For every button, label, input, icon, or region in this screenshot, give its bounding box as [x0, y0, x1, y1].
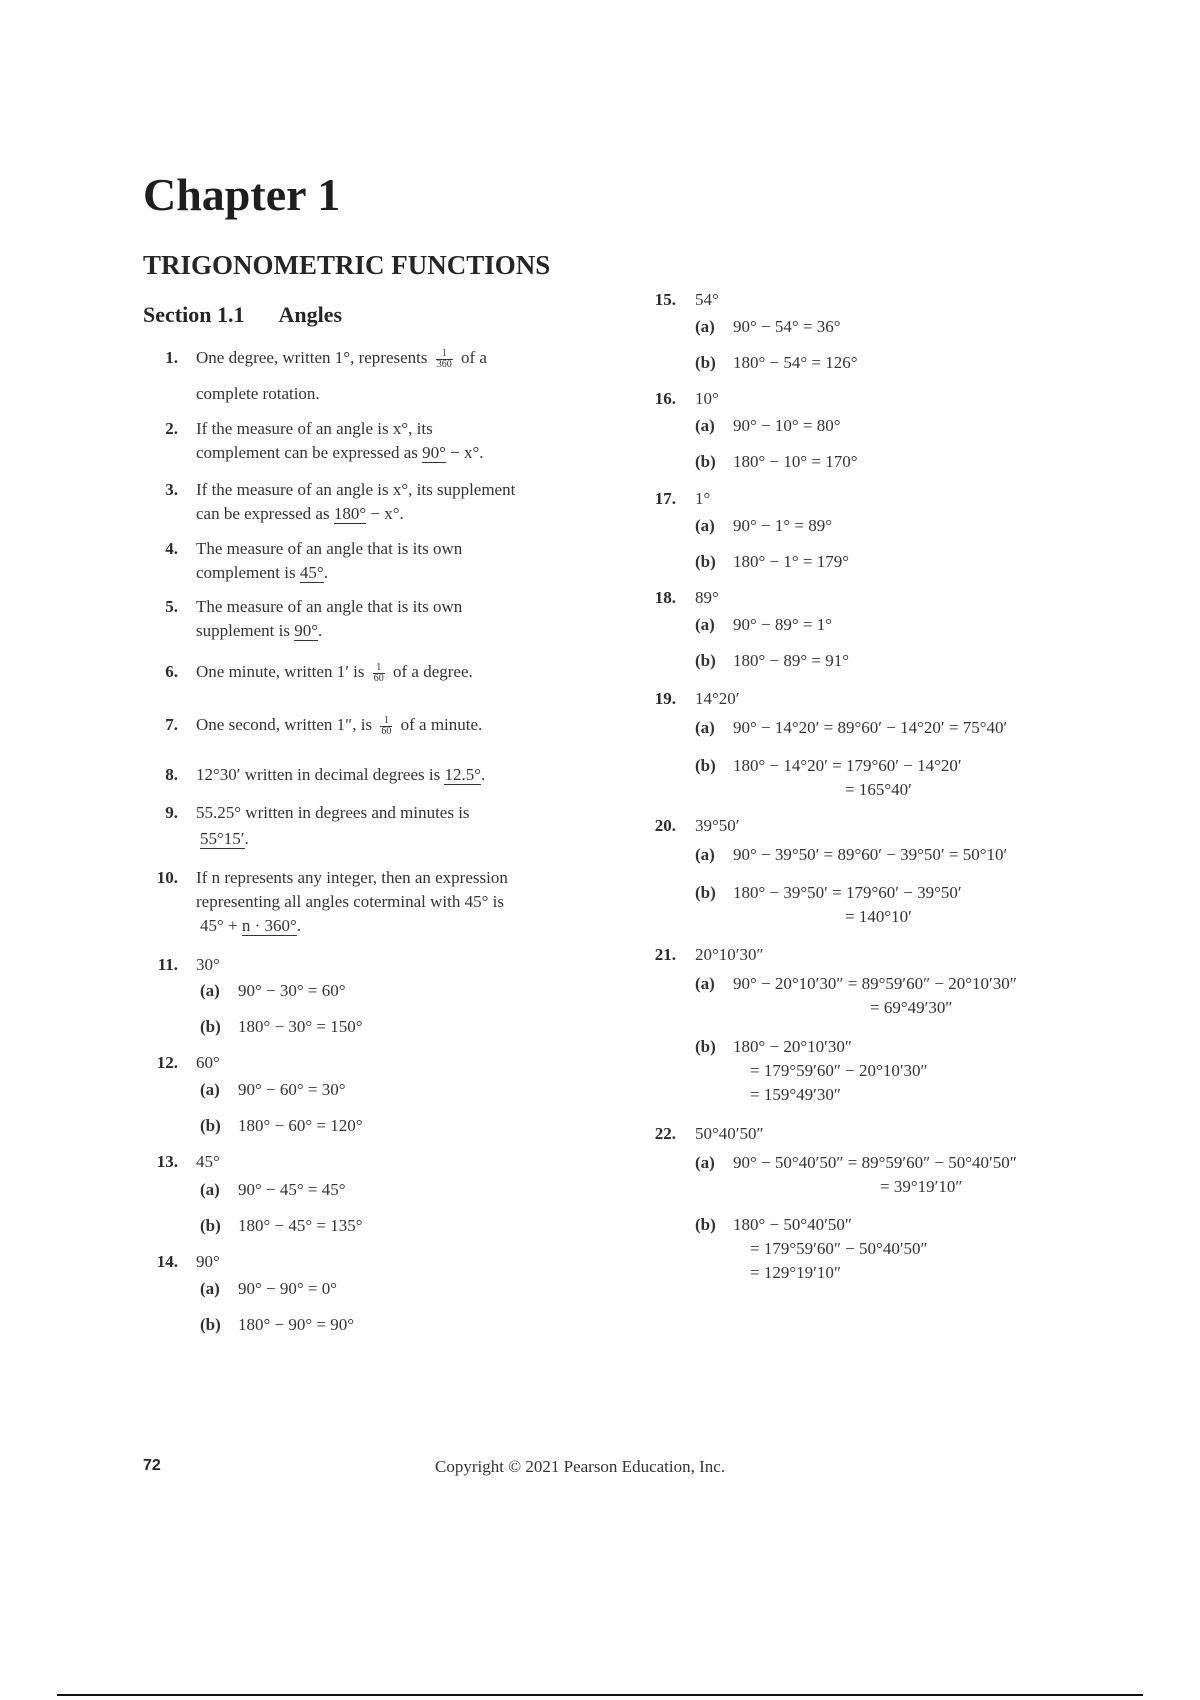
- equation: 90° − 30° = 60°: [238, 981, 346, 1000]
- exercise-text-line: complete rotation.: [196, 384, 320, 403]
- equation-continuation: = 69°49′30″: [870, 998, 953, 1017]
- exercise-number: 22.: [654, 1124, 676, 1143]
- text: .: [323, 563, 328, 582]
- part-label: (a): [695, 416, 715, 435]
- section-heading: [143, 302, 342, 328]
- exercise-head: 39°50′: [695, 816, 740, 835]
- text: One second, written 1″, is: [196, 715, 373, 734]
- equation: 90° − 20°10′30″ = 89°59′60″ − 20°10′30″: [733, 974, 1017, 993]
- text: .: [481, 765, 486, 784]
- exercise-number: 1.: [165, 348, 178, 367]
- equation: 180° − 45° = 135°: [238, 1216, 363, 1235]
- text: 45° +: [200, 916, 238, 935]
- equation: 90° − 10° = 80°: [733, 416, 841, 435]
- denominator: 60: [381, 725, 392, 737]
- exercise-number: 12.: [156, 1053, 178, 1072]
- text: One minute, written 1′ is: [196, 662, 365, 681]
- exercise-number: 20.: [654, 816, 676, 835]
- part-a: [695, 972, 1017, 996]
- part-label: (b): [695, 883, 716, 902]
- answer-blank: 12.5°: [444, 765, 482, 784]
- text: complement can be expressed as: [196, 443, 418, 462]
- bottom-rule: [57, 1694, 1143, 1696]
- answer-blank: 180°: [333, 504, 367, 523]
- equation: 180° − 89° = 91°: [733, 651, 850, 670]
- exercise-number: 19.: [654, 689, 676, 708]
- exercise-text-line: [196, 619, 322, 643]
- equation: 90° − 54° = 36°: [733, 317, 841, 336]
- exercise-number: 21.: [654, 945, 676, 964]
- text: .: [244, 829, 249, 848]
- answer-blank: 55°15′: [200, 829, 245, 848]
- denominator: 60: [373, 672, 384, 684]
- equation: 180° − 10° = 170°: [733, 452, 858, 471]
- exercise-text-line: [196, 441, 484, 465]
- equation: 90° − 60° = 30°: [238, 1080, 346, 1099]
- part-label: (a): [200, 1180, 220, 1199]
- part-label: (a): [695, 615, 715, 634]
- exercise-head: 30°: [196, 955, 220, 974]
- equation-continuation: = 39°19′10″: [880, 1177, 963, 1196]
- exercise-text-line: The measure of an angle that is its own: [196, 597, 463, 616]
- part-label: (b): [200, 1116, 221, 1135]
- exercise-number: 15.: [654, 290, 676, 309]
- text: supplement is: [196, 621, 290, 640]
- part-label: (b): [695, 651, 716, 670]
- equation: 90° − 1° = 89°: [733, 516, 833, 535]
- exercise-text-line: If the measure of an angle is x°, its: [196, 419, 433, 438]
- part-label: (b): [695, 1215, 716, 1234]
- part-a: [200, 979, 346, 1003]
- exercise-text-line: If the measure of an angle is x°, its supplement: [196, 480, 516, 499]
- part-label: (a): [695, 974, 715, 993]
- exercise-text-line: 55.25° written in degrees and minutes is: [196, 803, 470, 822]
- exercise-number: 17.: [654, 489, 676, 508]
- exercise-number: 18.: [654, 588, 676, 607]
- equation: 180° − 90° = 90°: [238, 1315, 355, 1334]
- part-label: (a): [695, 516, 715, 535]
- part-a: [200, 1277, 337, 1301]
- exercise-number: 16.: [654, 389, 676, 408]
- text: 12°30′ written in decimal degrees is: [196, 765, 441, 784]
- exercise-head: 45°: [196, 1152, 220, 1171]
- equation: 180° − 50°40′50″: [733, 1215, 852, 1234]
- equation-continuation: = 129°19′10″: [750, 1263, 841, 1282]
- equation: 180° − 60° = 120°: [238, 1116, 363, 1135]
- exercise-text-line: [196, 561, 328, 585]
- equation: 90° − 90° = 0°: [238, 1279, 338, 1298]
- answer-blank: 45°: [299, 563, 324, 582]
- exercise-head: 10°: [695, 389, 719, 408]
- part-label: (a): [200, 1279, 220, 1298]
- text: can be expressed as: [196, 504, 330, 523]
- text: complement is: [196, 563, 296, 582]
- part-b: [695, 881, 962, 905]
- exercise-text-line: The measure of an angle that is its own: [196, 539, 463, 558]
- numerator: 1: [436, 349, 453, 360]
- exercise-number: 8.: [165, 765, 178, 784]
- text: One degree, written 1°, represents: [196, 348, 428, 367]
- exercise-text-line: [200, 914, 301, 938]
- exercise-text: [196, 346, 487, 370]
- equation: 90° − 89° = 1°: [733, 615, 833, 634]
- part-a: [695, 315, 841, 339]
- fraction: [380, 716, 392, 737]
- part-b: [200, 1313, 354, 1337]
- part-b: [695, 550, 849, 574]
- exercise-text-line: [196, 763, 485, 787]
- part-a: [695, 1151, 1017, 1175]
- equation: 90° − 45° = 45°: [238, 1180, 346, 1199]
- numerator: 1: [373, 663, 385, 674]
- part-label: (a): [200, 1080, 220, 1099]
- exercise-head: 1°: [695, 489, 711, 508]
- exercise-text-line: [196, 660, 473, 684]
- part-b: [200, 1015, 363, 1039]
- answer-blank: n · 360°: [241, 916, 297, 935]
- equation: 90° − 14°20′ = 89°60′ − 14°20′ = 75°40′: [733, 718, 1008, 737]
- part-label: (a): [695, 845, 715, 864]
- exercise-text-line: [200, 827, 249, 851]
- part-label: (b): [695, 353, 716, 372]
- part-title: TRIGONOMETRIC FUNCTIONS: [143, 250, 551, 280]
- exercise-head: 60°: [196, 1053, 220, 1072]
- exercise-head: 90°: [196, 1252, 220, 1271]
- equation: 180° − 1° = 179°: [733, 552, 850, 571]
- equation-continuation: = 179°59′60″ − 20°10′30″: [750, 1061, 928, 1080]
- answer-blank: 90°: [294, 621, 319, 640]
- exercise-number: 13.: [156, 1152, 178, 1171]
- part-a: [200, 1178, 346, 1202]
- part-a: [695, 514, 832, 538]
- part-b: [695, 1213, 852, 1237]
- exercise-number: 7.: [165, 715, 178, 734]
- part-label: (a): [695, 317, 715, 336]
- text: .: [296, 916, 302, 935]
- part-label: (b): [695, 756, 716, 775]
- text: .: [318, 621, 323, 640]
- part-label: (b): [695, 1037, 716, 1056]
- exercise-number: 5.: [165, 597, 178, 616]
- numerator: 1: [380, 716, 392, 727]
- part-label: (b): [695, 452, 716, 471]
- part-label: (b): [200, 1216, 221, 1235]
- part-b: [200, 1214, 363, 1238]
- part-b: [200, 1114, 363, 1138]
- exercise-text-line: [196, 502, 404, 526]
- part-label: (b): [200, 1017, 221, 1036]
- part-b: [695, 351, 858, 375]
- copyright-notice: Copyright © 2021 Pearson Education, Inc.: [435, 1457, 726, 1476]
- part-label: (a): [695, 1153, 715, 1172]
- part-label: (a): [695, 718, 715, 737]
- text: of a: [460, 348, 487, 367]
- section-number: Section 1.1: [143, 302, 245, 327]
- part-b: [695, 754, 962, 778]
- part-a: [695, 613, 832, 637]
- exercise-number: 14.: [156, 1252, 178, 1271]
- equation-continuation: = 165°40′: [845, 780, 912, 799]
- section-name: Angles: [278, 302, 343, 327]
- equation: 180° − 54° = 126°: [733, 353, 858, 372]
- equation-continuation: = 140°10′: [845, 907, 912, 926]
- part-label: (a): [200, 981, 220, 1000]
- text: − x°.: [450, 443, 484, 462]
- part-label: (b): [200, 1315, 221, 1334]
- denominator: 360: [436, 358, 452, 370]
- part-a: [695, 716, 1007, 740]
- exercise-number: 4.: [165, 539, 178, 558]
- exercise-head: 14°20′: [695, 689, 740, 708]
- equation-continuation: = 159°49′30″: [750, 1085, 841, 1104]
- fraction: [373, 663, 385, 684]
- equation: 180° − 14°20′ = 179°60′ − 14°20′: [733, 756, 962, 775]
- exercise-number: 2.: [165, 419, 178, 438]
- exercise-number: 6.: [165, 662, 178, 681]
- part-label: (b): [695, 552, 716, 571]
- exercise-number: 11.: [157, 955, 178, 974]
- exercise-head: 50°40′50″: [695, 1124, 764, 1143]
- exercise-number: 9.: [165, 803, 178, 822]
- text: of a minute.: [400, 715, 483, 734]
- equation: 180° − 30° = 150°: [238, 1017, 363, 1036]
- text: − x°.: [370, 504, 404, 523]
- exercise-number: 10.: [156, 868, 178, 887]
- part-b: [695, 450, 858, 474]
- exercise-head: 54°: [695, 290, 719, 309]
- part-a: [695, 843, 1007, 867]
- part-a: [695, 414, 841, 438]
- equation-continuation: = 179°59′60″ − 50°40′50″: [750, 1239, 928, 1258]
- exercise-text-line: If n represents any integer, then an expression: [196, 868, 508, 887]
- exercise-number: 3.: [165, 480, 178, 499]
- part-b: [695, 649, 849, 673]
- part-b: [695, 1035, 852, 1059]
- chapter-title: Chapter 1: [143, 169, 341, 220]
- part-a: [200, 1078, 346, 1102]
- exercise-text-line: [196, 713, 482, 737]
- exercise-text-line: representing all angles coterminal with 45° is: [196, 892, 504, 911]
- page-number: 72: [143, 1457, 161, 1474]
- fraction: [436, 349, 453, 370]
- equation: 90° − 50°40′50″ = 89°59′60″ − 50°40′50″: [733, 1153, 1017, 1172]
- equation: 180° − 20°10′30″: [733, 1037, 852, 1056]
- equation: 90° − 39°50′ = 89°60′ − 39°50′ = 50°10′: [733, 845, 1008, 864]
- text: of a degree.: [393, 662, 473, 681]
- exercise-head: 20°10′30″: [695, 945, 764, 964]
- exercise-head: 89°: [695, 588, 719, 607]
- equation: 180° − 39°50′ = 179°60′ − 39°50′: [733, 883, 962, 902]
- answer-blank: 90°: [422, 443, 446, 462]
